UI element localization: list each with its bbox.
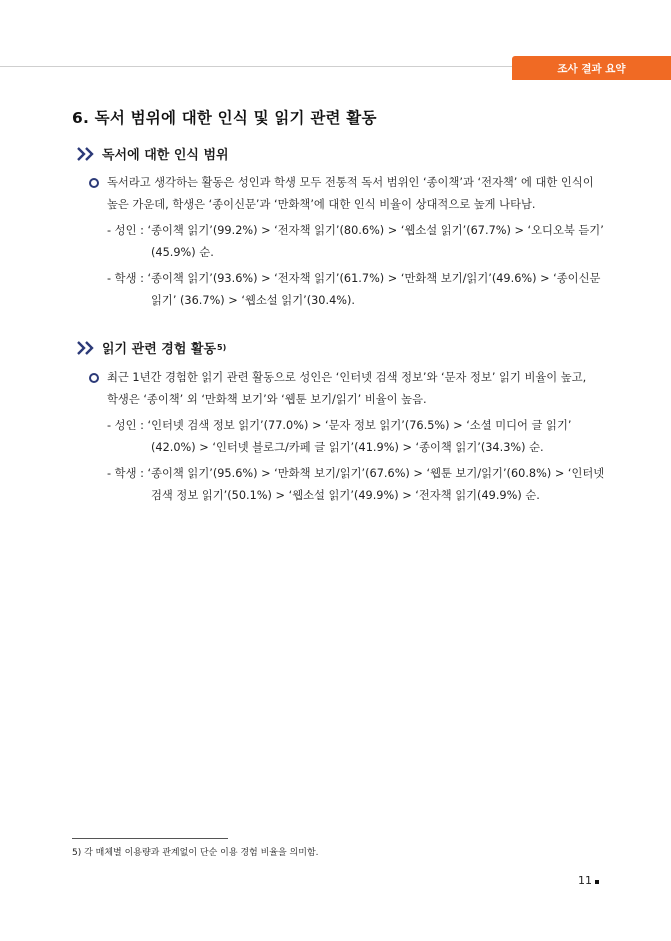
double-chevron-right-icon [76,147,96,161]
section-title: 6. 독서 범위에 대한 인식 및 읽기 관련 활동 [72,109,377,127]
subsection-heading-reading-activities [76,338,226,357]
subsection-title: 독서에 대한 인식 범위 [102,148,229,163]
subsection-heading-perception [76,144,229,163]
adult-result-line: (42.0%) > ‘인터넷 블로그/카페 글 읽기’(41.9%) > ‘종이책 읽기’(34.3%) 순. [151,441,544,454]
paragraph-line: 최근 1년간 경험한 읽기 관련 활동으로 성인은 ‘인터넷 검색 정보’와 ‘문자 정보’ 읽기 비율이 높고, [107,371,587,384]
header-section-tab: 조사 결과 요약 [512,56,671,80]
footnote: 5) 각 매체별 이용량과 관계없이 단순 이용 경험 비율을 의미함. [72,848,319,858]
student-result-line: - 학생 : ‘종이책 읽기’(95.6%) > ‘만화책 보기/읽기’(67.6%) > ‘웹툰 보기/읽기’(60.8%) > ‘인터넷 [107,467,605,480]
adult-result-line: - 성인 : ‘인터넷 검색 정보 읽기’(77.0%) > ‘문자 정보 읽기’(76.5%) > ‘소셜 미디어 글 읽기’ [107,419,572,432]
student-result-line: 읽기’ (36.7%) > ‘웹소설 읽기’(30.4%). [151,294,355,307]
circle-bullet-icon [89,178,99,188]
paragraph-line: 학생은 ‘종이책’ 외 ‘만화책 보기’와 ‘웹툰 보기/읽기’ 비율이 높음. [107,393,427,406]
adult-result-line: - 성인 : ‘종이책 읽기’(99.2%) > ‘전자책 읽기’(80.6%) > ‘웹소설 읽기’(67.7%) > ‘오디오북 듣기’ [107,224,604,237]
adult-result-line: (45.9%) 순. [151,246,214,259]
circle-bullet-icon [89,373,99,383]
double-chevron-right-icon [76,341,96,355]
footnote-reference: 5) [217,343,227,352]
subsection-title: 읽기 관련 경험 활동 [102,342,217,357]
footnote-divider [72,838,228,839]
student-result-line: - 학생 : ‘종이책 읽기’(93.6%) > ‘전자책 읽기’(61.7%) > ‘만화책 보기/읽기’(49.6%) > ‘종이신문 [107,272,601,285]
square-bullet-icon [595,880,599,884]
paragraph-line: 높은 가운데, 학생은 ‘종이신문’과 ‘만화책’에 대한 인식 비율이 상대적으로 높게 나타남. [107,198,536,211]
student-result-line: 검색 정보 읽기’(50.1%) > ‘웹소설 읽기’(49.9%) > ‘전자책 읽기(49.9%) 순. [151,489,540,502]
page-number: 11 [578,874,592,887]
paragraph-line: 독서라고 생각하는 활동은 성인과 학생 모두 전통적 독서 범위인 ‘종이책’과 ‘전자책’ 에 대한 인식이 [107,176,594,189]
